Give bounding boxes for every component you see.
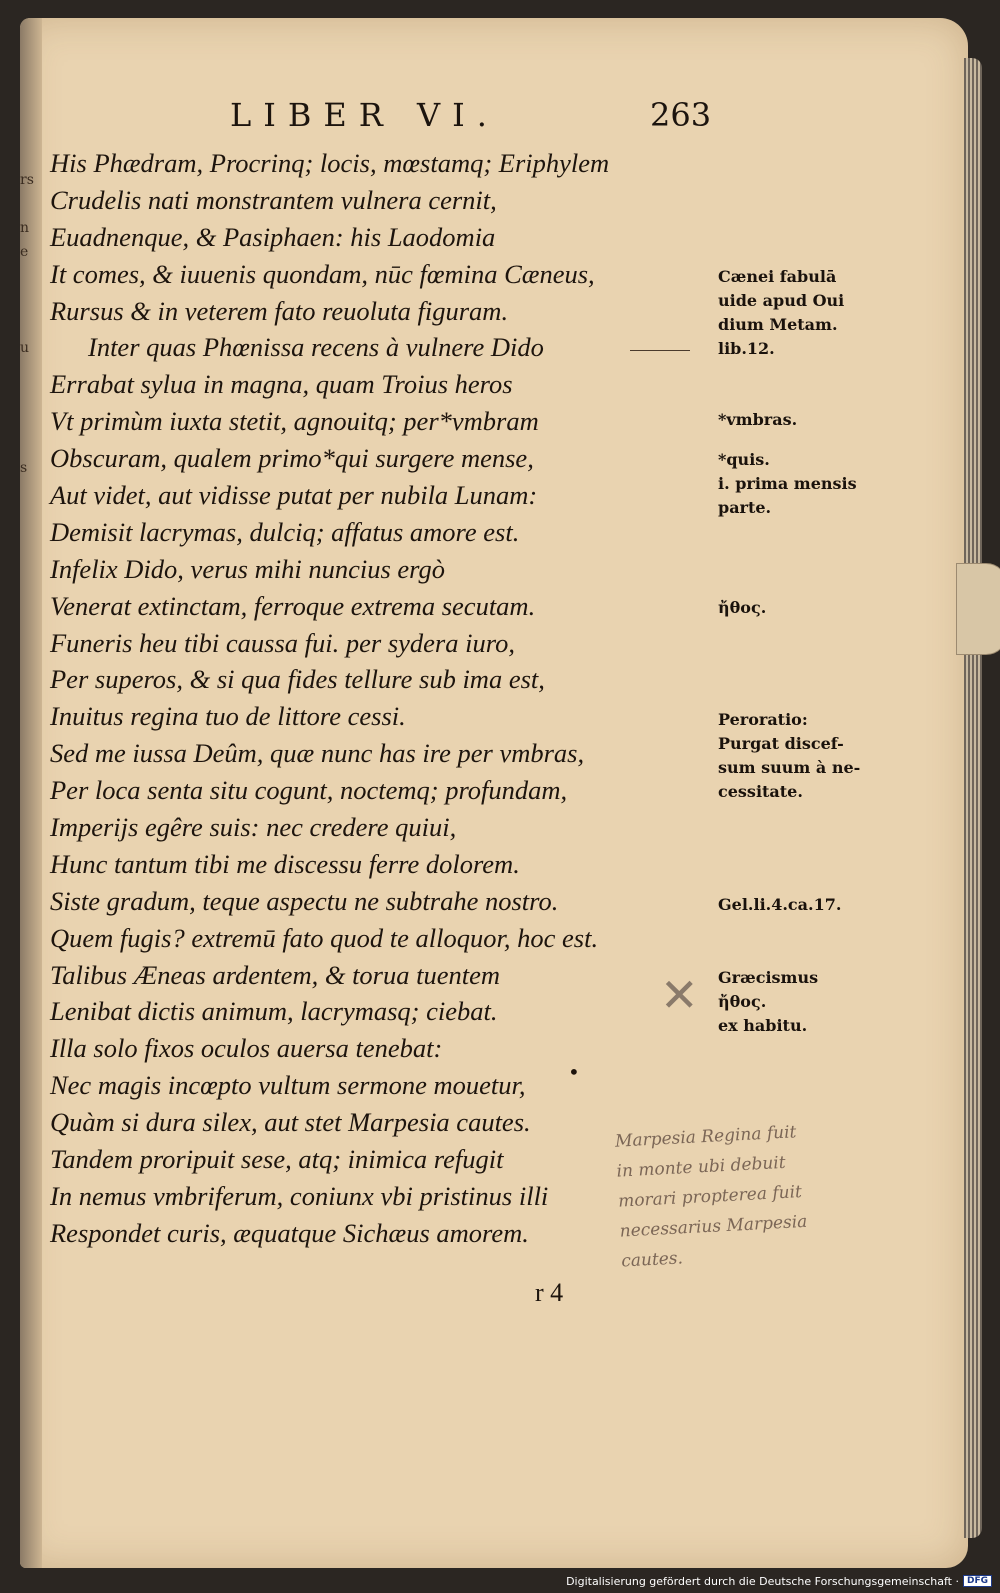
verse-line: Inuitus regina tuo de littore cessi. (50, 701, 406, 732)
gloss-greek-ethos: ἤθος. (718, 598, 767, 617)
margin-dash (630, 350, 690, 351)
verse-line: It comes, & iuuenis quondam, nūc fœmina Cæneus, (50, 258, 595, 289)
verse-line: Venerat extinctam, ferroque extrema secutam. (50, 590, 536, 621)
verse-line: Infelix Dido, verus mihi nuncius ergò (50, 553, 445, 584)
verse-line: Errabat sylua in magna, quam Troius heros (50, 369, 513, 400)
running-title: LIBER VI. (230, 96, 499, 134)
verse-line: Hunc tantum tibi me discessu ferre dolorem. (50, 848, 520, 879)
verse-line: Quem fugis? extremū fato quod te alloquor, hoc est. (50, 922, 599, 953)
verse-line: Demisit lacrymas, dulciq; affatus amore est. (50, 516, 520, 547)
handwritten-x-mark: ✕ (660, 968, 699, 1022)
verse-line: Euadnenque, & Pasiphaen: his Laodomia (50, 221, 496, 252)
folio-number: 263 (650, 96, 712, 134)
gloss-gellius: Gel.li.4.ca.17. (718, 895, 842, 914)
handwritten-note: Marpesia Regina fuit in monte ubi debuit morari propterea fuit necessarius Marpesia cautes. (614, 1122, 808, 1272)
signature-mark: r 4 (535, 1278, 564, 1307)
verse-line: Siste gradum, teque aspectu ne subtrahe nostro. (50, 885, 559, 916)
verse-line: Rursus & in veterem fato reuoluta figuram. (50, 295, 509, 326)
verse-text (50, 145, 690, 1252)
verse-line: Obscuram, qualem primo*qui surgere mense, (50, 443, 534, 474)
verse-line: Per loca senta situ cogunt, noctemq; profundam, (50, 775, 568, 806)
verse-line: Vt primùm iuxta stetit, agnouitq; per*vmbram (50, 406, 539, 437)
verse-line: Talibus Æneas ardentem, & torua tuentem (50, 959, 501, 990)
verse-line: Nec magis incœpto vultum sermone mouetur, (50, 1070, 526, 1101)
verse-line: Lenibat dictis animum, lacrymasq; ciebat. (50, 996, 498, 1027)
verse-line: Crudelis nati monstrantem vulnera cernit, (50, 184, 497, 215)
verse-line: Imperijs egêre suis: nec credere quiui, (50, 812, 457, 843)
digitization-footer (566, 1573, 992, 1589)
verse-line: Illa solo fixos oculos auersa tenebat: (50, 1033, 443, 1064)
verse-line: Aut videt, aut vidisse putat per nubila Lunam: (50, 480, 538, 511)
ink-dot: • (568, 1060, 580, 1084)
verse-line: Tandem proripuit sese, atq; inimica refugit (50, 1144, 504, 1175)
page-tab (956, 563, 1000, 655)
gloss-peroratio: Peroratio: Purgat discef- sum suum à ne- cessitate. (718, 710, 861, 801)
verse-line: Funeris heu tibi caussa fui. per sydera iuro, (50, 627, 515, 658)
page-header (60, 96, 780, 136)
facing-page-fragment: rs n e u s (20, 172, 34, 476)
gloss-caenei: Cænei fabulā uide apud Oui dium Metam. lib.12. (718, 267, 845, 358)
dfg-logo: DFG (963, 1575, 992, 1587)
gloss-umbras: *vmbras. (718, 410, 798, 429)
verse-line: In nemus vmbriferum, coniunx vbi pristinus illi (50, 1180, 549, 1211)
footer-text: Digitalisierung gefördert durch die Deutsche Forschungsgemeinschaft · (566, 1574, 959, 1588)
verse-line: Sed me iussa Deûm, quæ nunc has ire per vmbras, (50, 738, 585, 769)
verse-line: Respondet curis, æquatque Sichæus amorem. (50, 1217, 529, 1248)
verse-line: Per superos, & si qua fides tellure sub ima est, (50, 664, 545, 695)
gloss-graecismus: Græcismus ἤθος. ex habitu. (718, 968, 819, 1035)
gloss-quis: *quis. i. prima mensis parte. (718, 450, 857, 517)
verse-line: His Phædram, Procrinq; locis, mœstamq; Eriphylem (50, 148, 610, 178)
verse-line: Inter quas Phœnissa recens à vulnere Dido (88, 332, 544, 363)
page-fore-edge (964, 58, 982, 1538)
verse-line: Quàm si dura silex, aut stet Marpesia cautes. (50, 1107, 531, 1138)
